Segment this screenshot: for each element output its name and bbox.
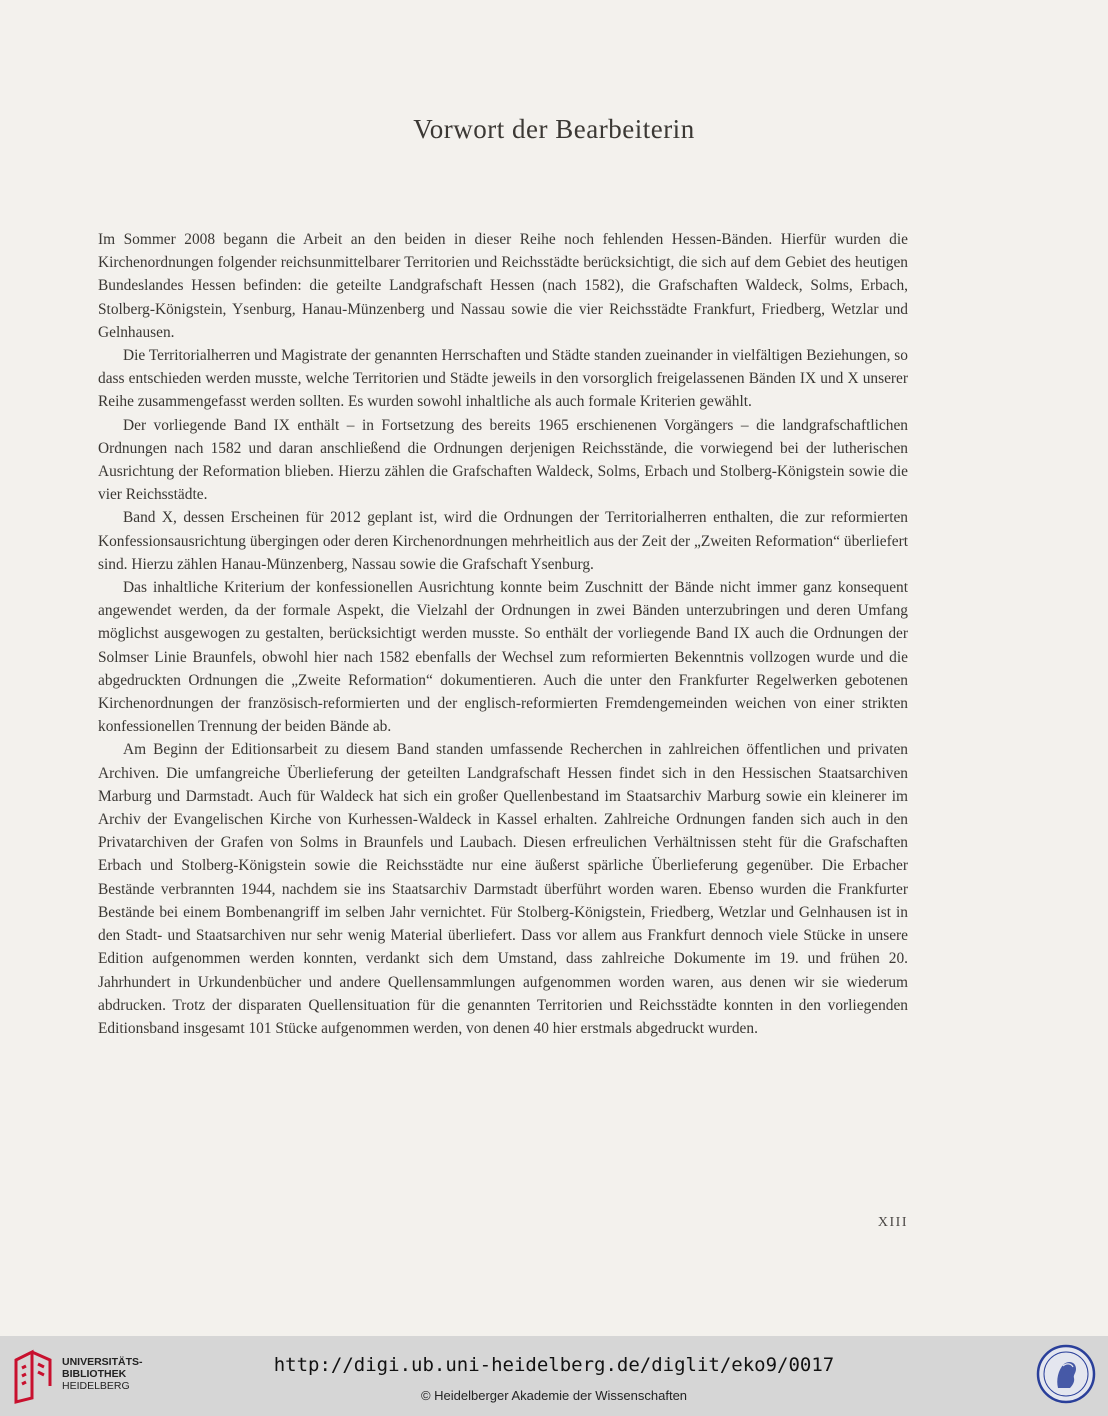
logo-line: HEIDELBERG [62,1380,130,1392]
logo-line: UNIVERSITÄTS- [62,1356,143,1368]
body-text [98,228,908,1040]
paragraph: Das inhaltliche Kriterium der konfessionellen Ausrichtung konnte beim Zuschnitt der Bände nicht immer ganz konsequent angewendet werden, da der formale Aspekt, die Vielzahl der Ordnungen in zwei Bänden unterzubringen und deren Umfang möglichst ausgewogen zu gestalten, berücksichtigt werden musste. So enthält der vorliegende Band IX auch die Ordnungen der Solmser Linie Braunfels, obwohl hier nach 1582 ebenfalls der Wechsel zum reformierten Bekenntnis vollzogen wurde und die abgedruckten Ordnungen die „Zweite Reformation“ dokumentieren. Auch die unter den Frankfurter Regelwerken gebotenen Kirchenordnungen der französisch-reformierten und der englisch-reformierten Fremdengemeinden weichen von einer strikten konfessionellen Trennung der beiden Bände ab. [98,579,908,736]
paragraph: Die Territorialherren und Magistrate der genannten Herrschaften und Städte standen zueinander in vielfältigen Beziehungen, so dass entschieden werden musste, welche Territorien und Städte jeweils in den vorsorglich freigelassenen Bänden IX und X unserer Reihe zusammengefasst werden sollten. Es wurden sowohl inhaltliche als auch formale Kriterien gewählt. [98,347,908,411]
academy-seal-icon[interactable] [1036,1344,1096,1404]
page-number: XIII [877,1215,908,1230]
page-title: Vorwort der Bearbeiterin [413,114,695,144]
paragraph: Band X, dessen Erscheinen für 2012 geplant ist, wird die Ordnungen der Territorialherren enthalten, die zur reformierten Konfessionsausrichtung übergingen oder deren Kirchenordnungen mehrheitlich aus der Zeit der „Zweiten Reformation“ überliefert sind. Hierzu zählen Hanau-Münzenberg, Nassau sowie die Grafschaft Ysenburg. [98,509,908,573]
logo-line: BIBLIOTHEK [62,1368,127,1380]
viewer-footer [0,1336,1108,1416]
paragraph: Am Beginn der Editionsarbeit zu diesem Band standen umfassende Recherchen in zahlreichen öffentlichen und privaten Archiven. Die umfangreiche Überlieferung der geteilten Landgrafschaft Hessen findet sich in den Hessischen Staatsarchiven Marburg und Darmstadt. Auch für Waldeck hat sich ein großer Quellenbestand im Staatsarchiv Marburg sowie ein kleinerer im Archiv der Evangelischen Kirche von Kurhessen-Waldeck in Kassel erhalten. Zahlreiche Ordnungen fanden sich auch in den Privatarchiven der Grafen von Solms in Braunfels und Laubach. Diesen erfreulichen Verhältnissen steht für die Grafschaften Erbach und Stolberg-Königstein sowie die Reichsstädte nur eine äußerst spärliche Überlieferung gegenüber. Die Erbacher Bestände verbrannten 1944, nachdem sie ins Staatsarchiv Darmstadt überführt worden waren. Ebenso wurden die Frankfurter Bestände bei einem Bombenangriff im selben Jahr vernichtet. Für Stolberg-Königstein, Friedberg, Wetzlar und Gelnhausen ist in den Stadt- und Staatsarchiven nur sehr wenig Material überliefert. Dass vor allem aus Frankfurt dennoch viele Stücke in unsere Edition aufgenommen werden konnten, verdankt sich dem Umstand, dass zahlreiche Dokumente im 19. und frühen 20. Jahrhundert in Urkundenbücher und andere Quellensammlungen aufgenommen worden waren, aus denen wir sie wiederum abdrucken. Trotz der disparaten Quellensituation für die genannten Territorien und Reichsstädte konnten in den vorliegenden Editionsband insgesamt 101 Stücke aufgenommen werden, von denen 40 hier erstmals abgedruckt wurden. [98,741,908,1037]
copyright-notice: © Heidelberger Akademie der Wissenschaften [420,1388,688,1403]
paragraph: Der vorliegende Band IX enthält – in Fortsetzung des bereits 1965 erschienenen Vorgängers – die landgrafschaftlichen Ordnungen nach 1582 und daran anschließend die Ordnungen derjenigen Reichsstände, die vorwiegend bei der lutherischen Ausrichtung der Reformation blieben. Hierzu zählen die Grafschaften Waldeck, Solms, Erbach und Stolberg-Königstein sowie die vier Reichsstädte. [98,416,908,504]
paragraph: Im Sommer 2008 begann die Arbeit an den beiden in dieser Reihe noch fehlenden Hessen-Bänden. Hierfür wurden die Kirchenordnungen folgender reichsunmittelbarer Territorien und Reichsstädte berücksichtigt, die sich auf dem Gebiet des heutigen Bundeslandes Hessen befinden: die geteilte Landgrafschaft Hessen (nach 1582), die Grafschaften Waldeck, Solms, Erbach, Stolberg-Königstein, Ysenburg, Hanau-Münzenberg und Nassau sowie die vier Reichsstädte Frankfurt, Friedberg, Wetzlar und Gelnhausen. [98,231,908,341]
permalink-url[interactable]: http://digi.ub.uni-heidelberg.de/diglit/eko9/0017 [273,1354,835,1376]
